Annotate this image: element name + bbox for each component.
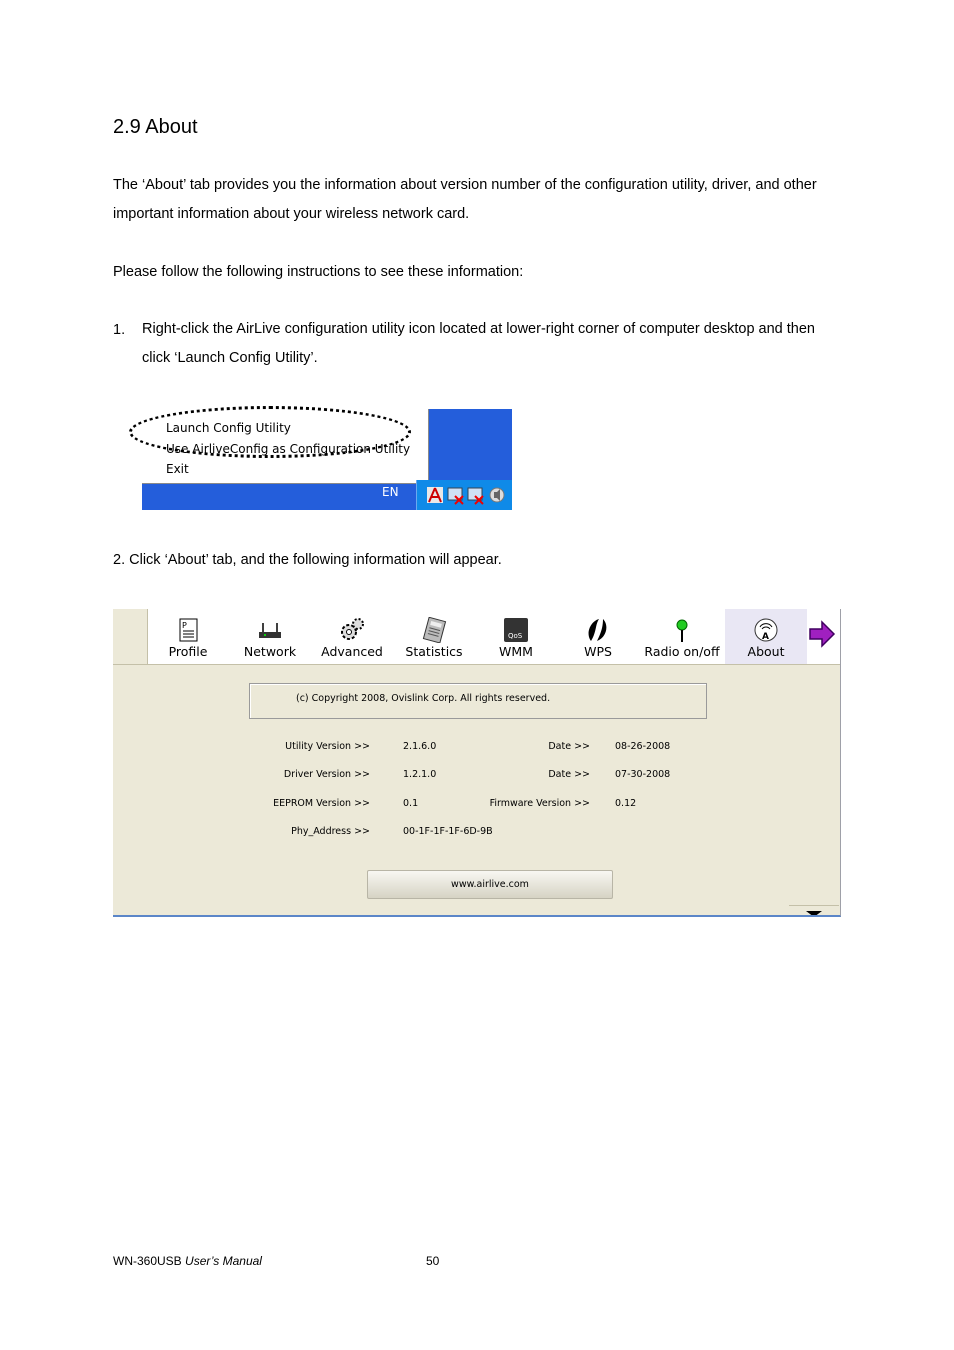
page-number: 50 — [426, 1254, 440, 1268]
firmware-version-label: Firmware Version >> — [489, 798, 590, 809]
qos-icon — [503, 617, 529, 643]
utility-version-value: 2.1.6.0 — [403, 741, 437, 752]
tab-about[interactable] — [725, 609, 807, 664]
tray-icons[interactable] — [417, 480, 512, 510]
step-2-text: 2. Click ‘About’ tab, and the following information will appear. — [113, 552, 502, 568]
highlight-ellipse — [129, 406, 411, 458]
tab-label: Advanced — [321, 644, 383, 659]
network-disconnected-icon — [448, 488, 463, 504]
scroll-down-button[interactable] — [789, 905, 839, 916]
tab-label: About — [747, 644, 785, 659]
phy-address-value: 00-1F-1F-1F-6D-9B — [403, 826, 493, 837]
menu-item-launch-config[interactable]: Launch Config Utility — [166, 421, 291, 435]
instruction-paragraph: Please follow the following instructions to see these information: — [113, 264, 524, 280]
menu-item-use-airliveconfig[interactable]: Use AirliveConfig as Configuration Utility — [166, 442, 411, 456]
driver-version-value: 1.2.1.0 — [403, 769, 437, 780]
about-icon — [753, 617, 779, 643]
tab-label: Profile — [168, 644, 208, 659]
toolbar-left-strip — [113, 609, 148, 664]
utility-toolbar — [113, 609, 840, 665]
firmware-version-value: 0.12 — [615, 798, 637, 809]
tab-label: Radio on/off — [644, 644, 720, 659]
tab-label: WMM — [499, 644, 533, 659]
calculator-icon — [421, 617, 447, 643]
tab-profile[interactable] — [147, 609, 229, 664]
utility-window — [113, 609, 841, 917]
step-1-number: 1. — [113, 322, 126, 338]
next-arrow-icon[interactable] — [808, 619, 836, 649]
intro-paragraph: The ‘About’ tab provides you the information about version number of the configuration utility, driver, and other important information about your wireless network card. — [113, 177, 817, 222]
gears-icon — [339, 617, 365, 643]
step-1-text: Right-click the AirLive configuration utility icon located at lower-right corner of computer desktop and then click ‘Launch Config Utility’. — [142, 321, 815, 366]
copyright-text: (c) Copyright 2008, Ovislink Corp. All rights reserved. — [296, 693, 551, 704]
tab-wmm[interactable] — [475, 609, 557, 664]
language-indicator[interactable]: EN — [382, 485, 399, 499]
svg-text:QoS: QoS — [508, 632, 523, 640]
system-tray — [416, 480, 512, 510]
svg-text:P: P — [182, 621, 187, 630]
section-heading: 2.9 About — [113, 116, 198, 138]
footer-product-name: WN-360USB — [113, 1254, 186, 1268]
airlive-tray-icon — [427, 487, 443, 503]
driver-version-label: Driver Version >> — [283, 769, 370, 780]
eeprom-version-value: 0.1 — [403, 798, 419, 809]
footer-manual-title: User’s Manual — [185, 1254, 262, 1268]
utility-version-label: Utility Version >> — [285, 741, 370, 752]
svg-text:A: A — [762, 632, 769, 642]
triangle-down-icon — [789, 909, 839, 917]
menu-item-exit[interactable]: Exit — [166, 462, 189, 476]
utility-date-label: Date >> — [548, 741, 590, 752]
tab-wps[interactable] — [557, 609, 639, 664]
copyright-box — [249, 683, 707, 719]
tab-network[interactable] — [229, 609, 311, 664]
tab-statistics[interactable] — [393, 609, 475, 664]
tab-label: WPS — [584, 644, 612, 659]
footer-product — [113, 1254, 262, 1268]
eeprom-version-label: EEPROM Version >> — [273, 798, 370, 809]
tab-radio-onoff[interactable] — [641, 609, 723, 664]
driver-date-label: Date >> — [548, 769, 590, 780]
router-icon — [257, 617, 283, 643]
website-button[interactable]: www.airlive.com — [367, 870, 613, 899]
tab-label: Statistics — [405, 644, 463, 659]
profile-icon — [175, 617, 201, 643]
network-disconnected-icon-2 — [468, 488, 483, 504]
tab-advanced[interactable] — [311, 609, 393, 664]
radio-antenna-icon — [669, 617, 695, 643]
speaker-icon — [490, 488, 504, 502]
driver-date-value: 07-30-2008 — [615, 769, 671, 780]
tab-label: Network — [243, 644, 297, 659]
utility-date-value: 08-26-2008 — [615, 741, 671, 752]
wps-icon — [585, 617, 611, 643]
phy-address-label: Phy_Address >> — [291, 826, 370, 837]
